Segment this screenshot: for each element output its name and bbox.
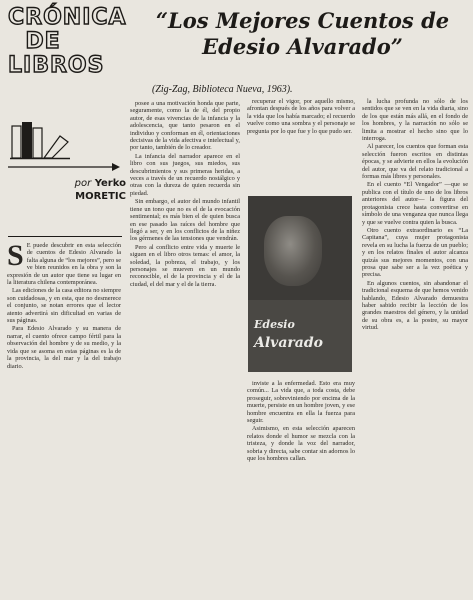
paragraph: Sin embargo, el autor del mundo infantil tiene un tono que no es el de la evocación sentimental; es más bien el de quien busca en ese pasado las raíces del hombre que llegó a ser, y en los conflictos de la niñez los gérmenes de las tensiones que vendrán. (130, 198, 240, 243)
publication-info: (Zig-Zag, Biblioteca Nueva, 1963). (152, 84, 293, 95)
byline (30, 177, 126, 203)
paragraph: la lucha profunda no sólo de los sentidos que se ven en la vida diaria, sino de los que están más allá, en el fondo de los hombres, y la narración no sólo se limita a mostrar el hecho sino que lo interroga. (362, 98, 468, 143)
books-illustration-icon (10, 118, 70, 160)
cover-title-last: Alvarado (254, 335, 323, 351)
article-column-3 (247, 380, 355, 594)
article-column-3-top (247, 98, 355, 190)
paragraph: Para Edesio Alvarado y su manera de narrar, el cuento ofrece campo fértil para la observación del hombre y de su medio, y la vida que se asoma en estas páginas es la de la provincia, la del mar y la del trabajo diario. (7, 325, 121, 370)
paragraph: posee a una motivación honda que parte, seguramente, como la de él, del propio autor, de esas vivencias de la infancia y la adolescencia, que tanto pesaron en el individuo y conforman en él, orientaciones decisivas de la vida afectiva e intelectual y, por tanto, también de lo creador. (130, 100, 240, 152)
drop-cap: S (7, 242, 24, 272)
column-divider (8, 236, 122, 237)
arrow-icon (8, 163, 120, 171)
author-portrait (264, 216, 322, 286)
article-column-2 (130, 100, 240, 594)
byline-prefix: por (74, 178, 92, 189)
cover-title (254, 316, 350, 352)
paragraph: E puede descubrir en esta selección de cuentos de Edesio Alvarado la falta alguna de “los mejores”, pero se ve bien reunidos en la obra y son la expresión de un autor que tiene su lugar en la literatura chilena contemporánea. (7, 242, 121, 287)
paragraph: En el cuento “El Vengador” —que se publica con el título de uno de los libros anteriores del autor— la figura del protagonista crece hasta convertirse en símbolo de una venganza que nunca llega y que se vuelve contra quien la busca. (362, 181, 468, 226)
article-column-1 (7, 242, 121, 594)
paragraph: La infancia del narrador aparece en el libro con sus juegos, sus miedos, sus descubrimientos y sus primeras heridas, a veces a través de un recuerdo nostálgico y otras con la dureza de quien recuerda sin piedad. (130, 152, 240, 197)
paragraph: Asimismo, en esta selección aparecen relatos donde el humor se mezcla con la tristeza, y donde la voz del narrador, sobria y directa, sabe contar sin adornos lo que los hombres callan. (247, 425, 355, 463)
paragraph: Otro cuento extraordinario es “La Capitana”, cuya mujer protagonista revela en su lucha la fuerza de un pueblo; y en los relatos finales el autor alcanza quizás sus mejores momentos, con una prosa que sabe ser a la vez poética y precisa. (362, 226, 468, 279)
paragraph: Pero al conflicto entre vida y muerte le siguen en el libro otros temas: el amor, la soledad, la pobreza, el trabajo, y los personajes se mueven en un mundo reconocible, el de la provincia y el de la ciudad, el del mar y el de la tierra. (130, 243, 240, 288)
paragraph: Las ediciones de la casa editora no siempre son cuidadosas, y en esta, que no desmerece el conjunto, se notan errores que el lector atento advertirá sin dificultad en varias de sus páginas. (7, 287, 121, 325)
article-column-4 (362, 98, 468, 594)
byline-last-name: MORETIC (75, 191, 126, 202)
paragraph: Al parecer, los cuentos que forman esta selección fueron escritos en distintas épocas, y se advierte en ellos la evolución del autor, que va del relato tradicional a formas más libres y personales. (362, 143, 468, 181)
column-masthead (8, 6, 126, 78)
paragraph: inviste a la enfermedad. Esto era muy común... La vida que, a toda costa, debe proseguir, sobreviniendo por encima de la muerte, persiste en un hombre joven, y ese hombre encuentra en ella la fuerza para seguir. (247, 380, 355, 425)
masthead-title-line2: DE (25, 29, 61, 54)
article-headline: “Los Mejores Cuentos de Edesio Alvarado” (155, 8, 450, 59)
paragraph: En algunos cuentos, sin abandonar el tradicional esquema de que hemos venido hablando, Edesio Alvarado demuestra haber sabido recibir la lección de los grandes maestros del género, y la unidad de su obra es, a la postre, su mayor virtud. (362, 279, 468, 332)
masthead-title-line1: CRÓNICA (8, 5, 127, 30)
book-cover-photo (248, 196, 352, 372)
cover-title-first: Edesio (254, 318, 295, 331)
paragraph: recuperar el vigor, por aquello mismo, afrontan después de los años para volver a la vida que los había marcado; el recuerdo vuelve como una sombra y el personaje se pregunta por lo que fue y lo que pudo ser. (247, 98, 355, 135)
byline-first-name: Yerko (94, 178, 126, 189)
masthead-title-line3: LIBROS (8, 53, 105, 78)
